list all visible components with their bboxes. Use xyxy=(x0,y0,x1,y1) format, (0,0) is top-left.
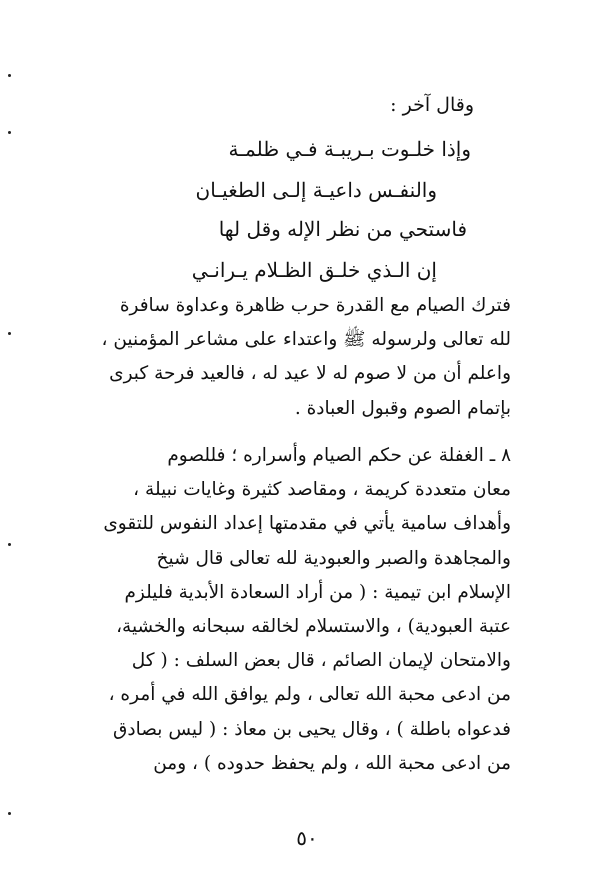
paragraph-line: من ادعى محبة الله ، ولم يحفظ حدوده ) ، ومن xyxy=(153,752,511,774)
margin-mark xyxy=(8,131,11,134)
paragraph-line: وأهداف سامية يأتي في مقدمتها إعداد النفوس للتقوى xyxy=(103,513,511,535)
paragraph-line: فترك الصيام مع القدرة حرب ظاهرة وعداوة سافرة xyxy=(119,295,511,316)
paragraph-line: لله تعالى ولرسوله ﷺ واعتداء على مشاعر المؤمنين ، xyxy=(101,329,511,351)
paragraph-line: والمجاهدة والصبر والعبودية لله تعالى قال شيخ xyxy=(156,547,511,569)
paragraph-line: بإتمام الصوم وقبول العبادة . xyxy=(294,397,511,419)
paragraph-line: الإسلام ابن تيمية : ( من أراد السعادة الأبدية فليلزم xyxy=(124,581,511,603)
paragraph-line: فدعواه باطلة ) ، وقال يحيى بن معاذ : ( ليس بصادق xyxy=(113,718,511,740)
poem-intro: وقال آخر : xyxy=(390,94,474,116)
paragraph-line: واعلم أن من لا صوم له لا عيد له ، فالعيد فرحة كبرى xyxy=(109,363,511,385)
margin-mark xyxy=(8,812,11,815)
margin-mark xyxy=(8,543,11,546)
paragraph-line: معان متعددة كريمة ، ومقاصد كثيرة وغايات نبيلة ، xyxy=(133,479,511,501)
paragraph-fasting-duty xyxy=(101,289,511,426)
verse-line: إن الـذي خلـق الظـلام يـرانـي xyxy=(191,258,437,282)
paragraph-line: من ادعى محبة الله تعالى ، ولم يوافق الله في أمره ، xyxy=(108,684,511,706)
paragraph-wisdom-of-fasting xyxy=(101,439,511,781)
verse-line: فاستحي من نظر الإله وقل لها xyxy=(218,217,467,241)
page-number: ٥٠ xyxy=(296,826,318,850)
paragraph-line: عتبة العبودية) ، والاستسلام لخالقه سبحانه والخشية، xyxy=(116,616,511,638)
verse-line: والنفـس داعيـة إلـى الطغيـان xyxy=(195,178,437,202)
verse-line: وإذا خلـوت بـريبـة فـي ظلمـة xyxy=(228,137,471,161)
margin-mark xyxy=(8,332,11,335)
paragraph-line: والامتحان لإيمان الصائم ، قال بعض السلف : ( كل xyxy=(131,650,511,672)
paragraph-line: ٨ ـ الغفلة عن حكم الصيام وأسراره ؛ فللصوم xyxy=(167,445,511,466)
margin-mark xyxy=(8,74,11,77)
